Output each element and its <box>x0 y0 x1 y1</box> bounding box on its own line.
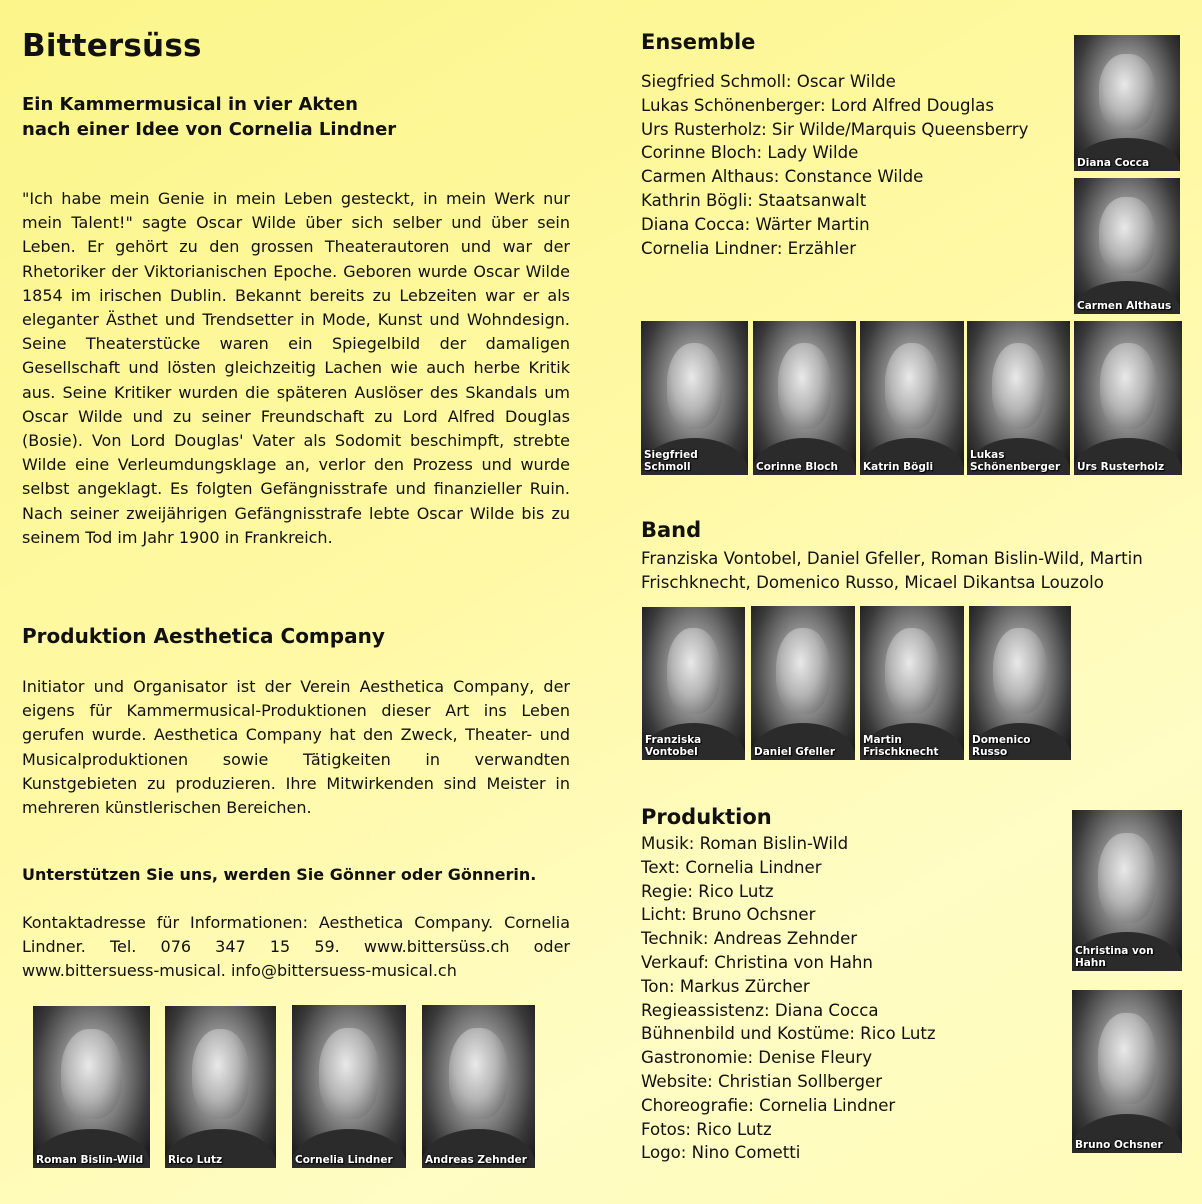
list-item: Urs Rusterholz: Sir Wilde/Marquis Queensberry <box>641 119 1029 139</box>
list-item: Gastronomie: Denise Fleury <box>641 1048 873 1068</box>
portrait-face <box>192 1029 250 1120</box>
list-item: Carmen Althaus: Constance Wilde <box>641 167 924 187</box>
portrait-photo <box>165 1006 276 1168</box>
photo-caption: Carmen Althaus <box>1077 300 1172 312</box>
ensemble-list <box>641 70 1028 260</box>
portrait-photo <box>292 1005 406 1168</box>
photo-caption: Bruno Ochsner <box>1075 1139 1163 1151</box>
portrait-photo <box>422 1005 535 1168</box>
list-item: Kathrin Bögli: Staatsanwalt <box>641 190 867 210</box>
subtitle-line: nach einer Idee von Cornelia Lindner <box>22 119 397 140</box>
produktion-heading: Produktion <box>641 805 772 829</box>
portrait-face <box>1099 54 1154 130</box>
list-item: Website: Christian Sollberger <box>641 1071 883 1091</box>
list-item: Cornelia Lindner: Erzähler <box>641 238 857 258</box>
portrait-face <box>776 628 830 714</box>
portrait-face <box>1099 197 1154 273</box>
list-item: Lukas Schönenberger: Lord Alfred Douglas <box>641 95 994 115</box>
photo-caption: Christina von Hahn <box>1075 945 1154 969</box>
list-item: Text: Cornelia Lindner <box>641 857 822 877</box>
subtitle-line: Ein Kammermusical in vier Akten <box>22 94 358 115</box>
list-item: Logo: Nino Cometti <box>641 1143 801 1163</box>
portrait-photo <box>967 321 1070 475</box>
page-title: Bittersüss <box>22 28 202 64</box>
portrait-face <box>667 628 721 714</box>
photo-caption: Corinne Bloch <box>756 461 838 473</box>
portrait-face <box>992 343 1046 429</box>
portrait-face <box>778 343 832 429</box>
portrait-photo <box>751 606 855 760</box>
photo-caption: Cornelia Lindner <box>295 1154 393 1166</box>
list-item: Diana Cocca: Wärter Martin <box>641 214 870 234</box>
photo-caption: Rico Lutz <box>168 1154 223 1166</box>
list-item: Technik: Andreas Zehnder <box>641 929 858 949</box>
portrait-photo <box>1072 810 1182 971</box>
list-item: Ton: Markus Zürcher <box>641 976 810 996</box>
photo-caption: Domenico Russo <box>972 734 1031 758</box>
portrait-photo <box>860 321 964 475</box>
subtitle <box>22 92 582 142</box>
portrait-face <box>1098 1013 1155 1104</box>
support-heading: Unterstützen Sie uns, werden Sie Gönner oder Gönnerin. <box>22 865 537 884</box>
photo-caption: Lukas Schönenberger <box>970 449 1061 473</box>
portrait-photo <box>641 321 748 475</box>
portrait-photo <box>753 321 856 475</box>
list-item: Musik: Roman Bislin-Wild <box>641 834 849 853</box>
photo-caption: Roman Bislin-Wild <box>36 1154 144 1166</box>
portrait-photo <box>33 1006 150 1168</box>
photo-caption: Franziska Vontobel <box>645 734 702 758</box>
list-item: Licht: Bruno Ochsner <box>641 905 816 925</box>
photo-caption: Andreas Zehnder <box>425 1154 527 1166</box>
portrait-photo <box>860 606 964 760</box>
list-item: Choreografie: Cornelia Lindner <box>641 1095 896 1115</box>
production-company-text: Initiator und Organisator ist der Verein Aesthetica Company, der eigens für Kammermusical-Produktionen dieser Art ins Leben gerufen wurde. Aesthetica Company hat den Zweck, Theater- und Musicalproduktionen sowie Tätigkeiten in verwandten Kunstgebieten zu produzieren. Ihre Mitwirkenden sind Meister in mehreren künstlerischen Bereichen. <box>22 677 570 818</box>
portrait-face <box>993 628 1046 714</box>
list-item: Fotos: Rico Lutz <box>641 1119 772 1139</box>
photo-caption: Siegfried Schmoll <box>644 449 698 473</box>
list-item: Corinne Bloch: Lady Wilde <box>641 143 859 163</box>
portrait-photo <box>969 606 1071 760</box>
production-company-heading: Produktion Aesthetica Company <box>22 624 385 648</box>
photo-caption: Urs Rusterholz <box>1077 461 1165 473</box>
portrait-photo <box>1072 990 1182 1153</box>
portrait-face <box>667 343 723 429</box>
photo-caption: Katrin Bögli <box>863 461 934 473</box>
ensemble-heading: Ensemble <box>641 30 756 54</box>
portrait-photo <box>1074 321 1182 475</box>
produktion-credits <box>641 832 936 1165</box>
list-item: Regieassistenz: Diana Cocca <box>641 1000 879 1020</box>
portrait-face <box>1098 833 1155 923</box>
portrait-face <box>449 1028 508 1119</box>
photo-caption: Diana Cocca <box>1077 157 1150 169</box>
portrait-face <box>885 628 939 714</box>
portrait-face <box>61 1029 122 1120</box>
band-heading: Band <box>641 518 702 542</box>
photo-caption: Martin Frischknecht <box>863 734 939 758</box>
list-item: Bühnenbild und Kostüme: Rico Lutz <box>641 1024 936 1044</box>
portrait-photo <box>642 607 745 760</box>
portrait-face <box>1100 343 1156 429</box>
portrait-face <box>885 343 939 429</box>
list-item: Verkauf: Christina von Hahn <box>641 952 873 972</box>
list-item: Regie: Rico Lutz <box>641 881 774 901</box>
intro-paragraph: "Ich habe mein Genie in mein Leben gesteckt, in mein Werk nur mein Talent!" sagte Oscar Wilde über sich selber und über sein Leben. Er gehört zu den grossen Theaterautoren und war der Rhetoriker der Viktorianischen Epoche. Geboren wurde Oscar Wilde 1854 im irischen Dublin. Bekannt bereits zu Lebzeiten war er als eleganter Ästhet und Trendsetter in Mode, Kunst und Wohndesign. Seine Theaterstücke waren ein Spiegelbild der damaligen Gesellschaft und lösten gleichzeitig Lachen wie auch herbe Kritik aus. Seine Kritiker wurden die späteren Auslöser des Skandals um Oscar Wilde und zu seiner Freundschaft zu Lord Alfred Douglas (Bosie). Von Lord Douglas' Vater als Sodomit beschimpft, strebte Wilde eine Verleumdungsklage an, verlor den Prozess und wurde selbst angeklagt. Es folgten Gefängnisstrafe und finanzieller Ruin. Nach seiner zweijährigen Gefängnisstrafe lebte Oscar Wilde bis zu seinem Tod im Jahr 1900 in Frankreich. <box>22 189 570 547</box>
photo-caption: Daniel Gfeller <box>754 746 836 758</box>
portrait-face <box>319 1028 378 1119</box>
band-members: Franziska Vontobel, Daniel Gfeller, Roman Bislin-Wild, Martin Frischknecht, Domenico Russo, Micael Dikantsa Louzolo <box>641 549 1143 592</box>
portrait-photo <box>1074 35 1180 171</box>
list-item: Siegfried Schmoll: Oscar Wilde <box>641 72 896 91</box>
contact-text: Kontaktadresse für Informationen: Aesthetica Company. Cornelia Lindner. Tel. 076 347 15 59. www.bittersüss.ch oder www.bittersuess-musical. info@bittersuess-musical.ch <box>22 913 570 981</box>
portrait-photo <box>1074 178 1180 314</box>
